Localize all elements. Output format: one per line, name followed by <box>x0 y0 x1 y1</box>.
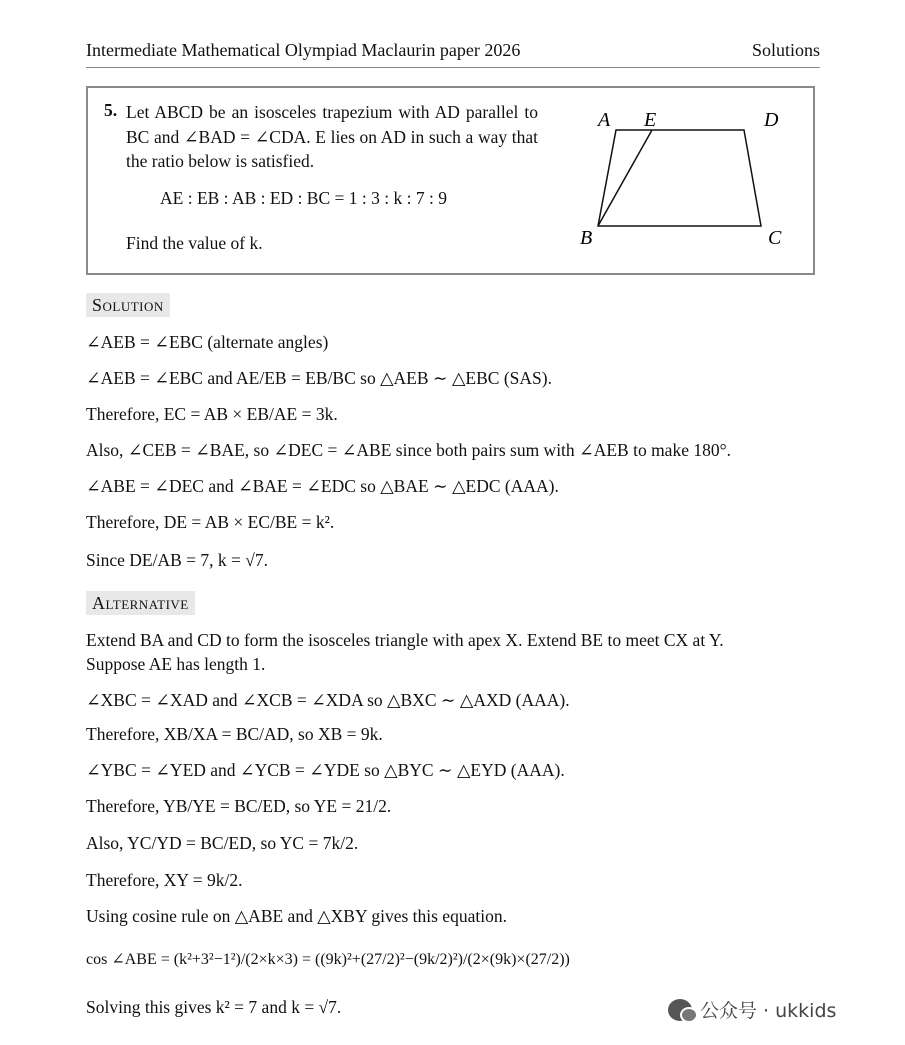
watermark-text: 公众号 · ukkids <box>700 1000 837 1022</box>
section-label: Solutions <box>751 40 820 60</box>
solution-label: Solution <box>86 293 170 317</box>
problem-statement-text: Let ABCD be an isosceles trapezium with AD parallel to BC and ∠BAD = ∠CDA. E lies on AD in such a way that the ratio below is satisfied. <box>126 102 538 171</box>
problem-question: Find the value of k. <box>126 233 263 253</box>
problem-ratio: AE : EB : AB : ED : BC = 1 : 3 : k : 7 : 9 <box>160 188 447 208</box>
alternative-line-5: ∠YBC = ∠YED and ∠YCB = ∠YDE so △BYC ∼ △EYD (AAA). <box>86 760 565 780</box>
vertex-b: B <box>580 227 593 249</box>
alternative-line-2: Suppose AE has length 1. <box>86 654 266 674</box>
segment-be <box>598 130 652 226</box>
paper-title: Intermediate Mathematical Olympiad Maclaurin paper 2026 <box>86 40 521 60</box>
solution-line-7: Since DE/AB = 7, k = √7. <box>86 550 268 570</box>
problem-statement <box>126 100 538 174</box>
alternative-line-6: Therefore, YB/YE = BC/ED, so YE = 21/2. <box>86 796 392 816</box>
alternative-line-1: Extend BA and CD to form the isosceles triangle with apex X. Extend BE to meet CX at Y. <box>86 630 724 650</box>
solution-line-2: ∠AEB = ∠EBC and AE/EB = EB/BC so △AEB ∼ △EBC (SAS). <box>86 368 552 388</box>
solution-line-6: Therefore, DE = AB × EC/BE = k². <box>86 512 335 532</box>
alternative-line-11: Solving this gives k² = 7 and k = √7. <box>86 997 342 1017</box>
vertex-a: A <box>598 109 611 131</box>
alternative-line-4: Therefore, XB/XA = BC/AD, so XB = 9k. <box>86 724 383 744</box>
trapezium-diagram <box>568 102 798 252</box>
wechat-icon <box>668 999 692 1021</box>
alternative-line-8: Therefore, XY = 9k/2. <box>86 870 243 890</box>
solution-line-5: ∠ABE = ∠DEC and ∠BAE = ∠EDC so △BAE ∼ △EDC (AAA). <box>86 476 559 496</box>
solution-line-3: Therefore, EC = AB × EB/AE = 3k. <box>86 404 338 424</box>
problem-box <box>86 86 815 275</box>
vertex-e: E <box>644 109 657 131</box>
solution-line-1: ∠AEB = ∠EBC (alternate angles) <box>86 332 329 352</box>
alternative-line-3: ∠XBC = ∠XAD and ∠XCB = ∠XDA so △BXC ∼ △AXD (AAA). <box>86 690 570 710</box>
vertex-c: C <box>768 227 782 249</box>
alternative-line-9: Using cosine rule on △ABE and △XBY gives this equation. <box>86 906 507 926</box>
solution-line-4: Also, ∠CEB = ∠BAE, so ∠DEC = ∠ABE since both pairs sum with ∠AEB to make 180°. <box>86 440 731 460</box>
alternative-line-10: cos ∠ABE = (k²+3²−1²)/(2×k×3) = ((9k)²+(27/2)²−(9k/2)²)/(2×(9k)×(27/2)) <box>86 951 570 968</box>
problem-number: 5. <box>104 100 118 120</box>
watermark <box>668 996 836 1023</box>
alternative-line-7: Also, YC/YD = BC/ED, so YC = 7k/2. <box>86 833 359 853</box>
trapezium-shape <box>598 130 761 226</box>
vertex-d: D <box>764 109 779 131</box>
page-header <box>86 40 820 68</box>
alternative-label: Alternative <box>86 591 195 615</box>
